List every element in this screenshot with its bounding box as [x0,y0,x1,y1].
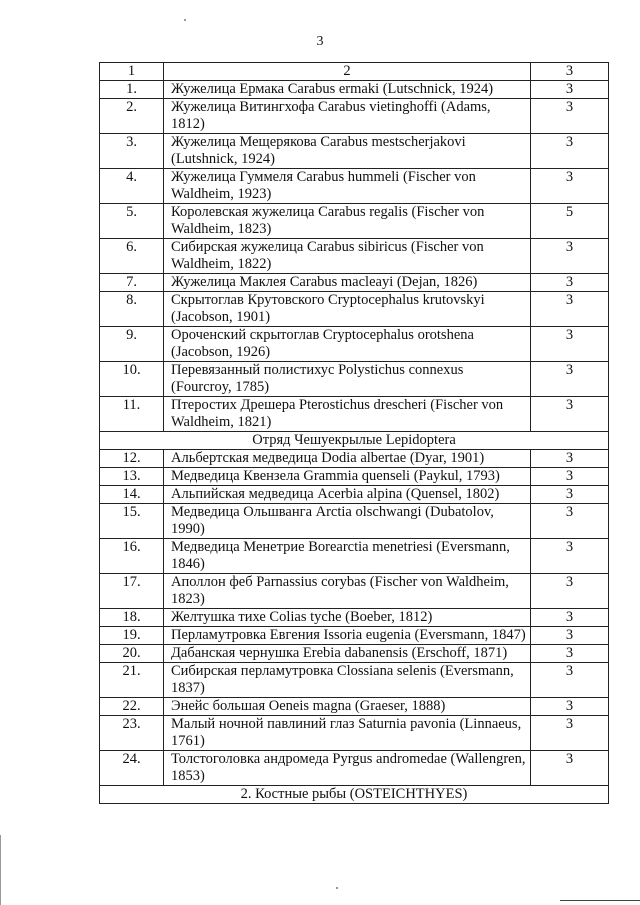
table-row [100,486,609,504]
table-header-row [100,63,609,81]
species-name: Перламутровка Евгения Issoria eugenia (Eversmann, 1847) [164,627,531,645]
row-number: 13. [100,468,164,486]
category-value: 3 [531,169,609,204]
row-number: 24. [100,751,164,786]
row-number: 21. [100,663,164,698]
category-value: 3 [531,134,609,169]
table-row [100,274,609,292]
category-value: 3 [531,239,609,274]
scan-speck [184,19,186,21]
row-number: 4. [100,169,164,204]
table-row [100,134,609,169]
row-number: 10. [100,362,164,397]
category-value: 5 [531,204,609,239]
table-row [100,698,609,716]
category-value: 3 [531,751,609,786]
category-value: 3 [531,574,609,609]
row-number: 8. [100,292,164,327]
category-value: 3 [531,698,609,716]
category-value: 3 [531,99,609,134]
header-col-name: 2 [164,63,531,81]
row-number: 20. [100,645,164,663]
table-row [100,204,609,239]
species-name: Жужелица Гуммеля Carabus hummeli (Fischer von Waldheim, 1923) [164,169,531,204]
table-row [100,751,609,786]
species-table [99,62,609,804]
category-value: 3 [531,645,609,663]
table-row [100,468,609,486]
species-name: Королевская жужелица Carabus regalis (Fischer von Waldheim, 1823) [164,204,531,239]
category-value: 3 [531,397,609,432]
table-row [100,169,609,204]
page-number: 3 [316,34,324,49]
section-heading-class [100,786,609,804]
table-row [100,574,609,609]
category-value: 3 [531,362,609,397]
species-name: Малый ночной павлиний глаз Saturnia pavonia (Linnaeus, 1761) [164,716,531,751]
table-row [100,362,609,397]
row-number: 7. [100,274,164,292]
category-value: 3 [531,663,609,698]
species-name: Медведица Менетрие Borearctia menetriesi (Eversmann, 1846) [164,539,531,574]
species-name: Скрытоглав Крутовского Cryptocephalus krutovskyi (Jacobson, 1901) [164,292,531,327]
table-row [100,99,609,134]
species-name: Птеростих Дрешера Pterostichus drescheri (Fischer von Waldheim, 1821) [164,397,531,432]
category-value: 3 [531,327,609,362]
header-col-count: 3 [531,63,609,81]
row-number: 18. [100,609,164,627]
scan-margin-line [0,835,1,905]
row-number: 16. [100,539,164,574]
category-value: 3 [531,716,609,751]
section-heading-class-label: 2. Костные рыбы (OSTEICHTHYES) [100,786,609,804]
category-value: 3 [531,81,609,99]
species-name: Медведица Квензела Grammia quenseli (Paykul, 1793) [164,468,531,486]
table-row [100,239,609,274]
category-value: 3 [531,274,609,292]
table-row [100,292,609,327]
species-table-body [100,63,609,804]
row-number: 23. [100,716,164,751]
category-value: 3 [531,539,609,574]
category-value: 3 [531,450,609,468]
table-row [100,327,609,362]
species-name: Ороченский скрытоглав Cryptocephalus orotshena (Jacobson, 1926) [164,327,531,362]
section-heading-order-label: Отряд Чешуекрылые Lepidoptera [100,432,609,450]
species-name: Жужелица Маклея Carabus macleayi (Dejan, 1826) [164,274,531,292]
header-col-number: 1 [100,63,164,81]
scan-bottom-rule [560,900,640,901]
species-name: Дабанская чернушка Erebia dabanensis (Erschoff, 1871) [164,645,531,663]
category-value: 3 [531,292,609,327]
scan-speck [336,887,338,889]
table-row [100,663,609,698]
row-number: 15. [100,504,164,539]
species-name: Сибирская жужелица Carabus sibiricus (Fischer von Waldheim, 1822) [164,239,531,274]
species-name: Альпийская медведица Acerbia alpina (Quensel, 1802) [164,486,531,504]
table-row [100,504,609,539]
category-value: 3 [531,468,609,486]
category-value: 3 [531,486,609,504]
table-row [100,645,609,663]
row-number: 22. [100,698,164,716]
row-number: 3. [100,134,164,169]
table-row [100,716,609,751]
section-heading-order [100,432,609,450]
row-number: 1. [100,81,164,99]
category-value: 3 [531,504,609,539]
species-name: Толстоголовка андромеда Pyrgus andromedae (Wallengren, 1853) [164,751,531,786]
table-row [100,450,609,468]
row-number: 17. [100,574,164,609]
species-name: Аполлон феб Parnassius corybas (Fischer von Waldheim, 1823) [164,574,531,609]
row-number: 9. [100,327,164,362]
row-number: 12. [100,450,164,468]
species-name: Сибирская перламутровка Clossiana selenis (Eversmann, 1837) [164,663,531,698]
table-row [100,627,609,645]
species-name: Энейс большая Oeneis magna (Graeser, 1888) [164,698,531,716]
row-number: 2. [100,99,164,134]
category-value: 3 [531,627,609,645]
row-number: 5. [100,204,164,239]
species-name: Жужелица Мещерякова Carabus mestscherjakovi (Lutshnick, 1924) [164,134,531,169]
table-row [100,81,609,99]
row-number: 14. [100,486,164,504]
row-number: 6. [100,239,164,274]
species-name: Жужелица Витингхофа Carabus vietinghoffi (Adams, 1812) [164,99,531,134]
table-row [100,539,609,574]
table-row [100,609,609,627]
category-value: 3 [531,609,609,627]
species-name: Медведица Ольшванга Arctia olschwangi (Dubatolov, 1990) [164,504,531,539]
species-name: Жужелица Ермака Carabus ermaki (Lutschnick, 1924) [164,81,531,99]
row-number: 11. [100,397,164,432]
species-name: Альбертская медведица Dodia albertae (Dyar, 1901) [164,450,531,468]
row-number: 19. [100,627,164,645]
species-name: Перевязанный полистихус Polystichus connexus (Fourcroy, 1785) [164,362,531,397]
table-row [100,397,609,432]
species-name: Желтушка тихе Colias tyche (Boeber, 1812) [164,609,531,627]
